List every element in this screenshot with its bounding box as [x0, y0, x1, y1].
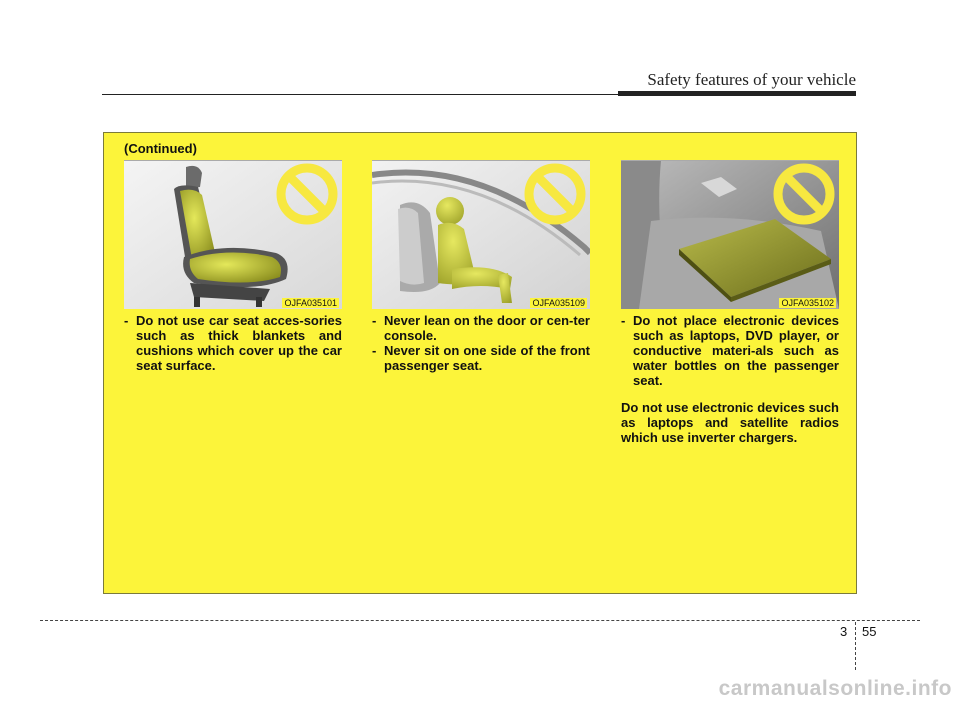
- page-number: 55: [862, 624, 877, 639]
- footer-rule: [40, 620, 920, 621]
- page-separator: [855, 622, 856, 670]
- figure-code: OJFA035101: [284, 298, 337, 308]
- bullet-item: - Do not use car seat acces-sories such as thick blankets and cushions which cover up the car seat surface.: [124, 313, 342, 373]
- column-1-text: [124, 313, 342, 373]
- column-3-text: [621, 313, 839, 445]
- figure-leaning-occupant: [372, 160, 590, 309]
- bullet-item: - Never sit on one side of the front passenger seat.: [372, 343, 590, 373]
- figure-code: OJFA035102: [781, 298, 834, 308]
- bullet-item: - Do not place electronic devices such as laptops, DVD player, or conductive materi-als such as water bottles on the passenger seat.: [621, 313, 839, 388]
- section-title: Safety features of your vehicle: [647, 70, 856, 89]
- bullet-item: - Never lean on the door or cen-ter console.: [372, 313, 590, 343]
- header-rule-accent: [618, 91, 856, 96]
- figure-seat-accessories: [124, 160, 342, 309]
- page-chapter: 3: [840, 624, 848, 639]
- continued-label: (Continued): [124, 141, 197, 156]
- figure-code: OJFA035109: [532, 298, 585, 308]
- watermark: carmanualsonline.info: [718, 677, 952, 700]
- warning-note: Do not use electronic devices such as laptops and satellite radios which use inverter chargers.: [621, 400, 839, 445]
- column-2-text: [372, 313, 590, 373]
- figure-laptop-on-seat: [621, 160, 839, 309]
